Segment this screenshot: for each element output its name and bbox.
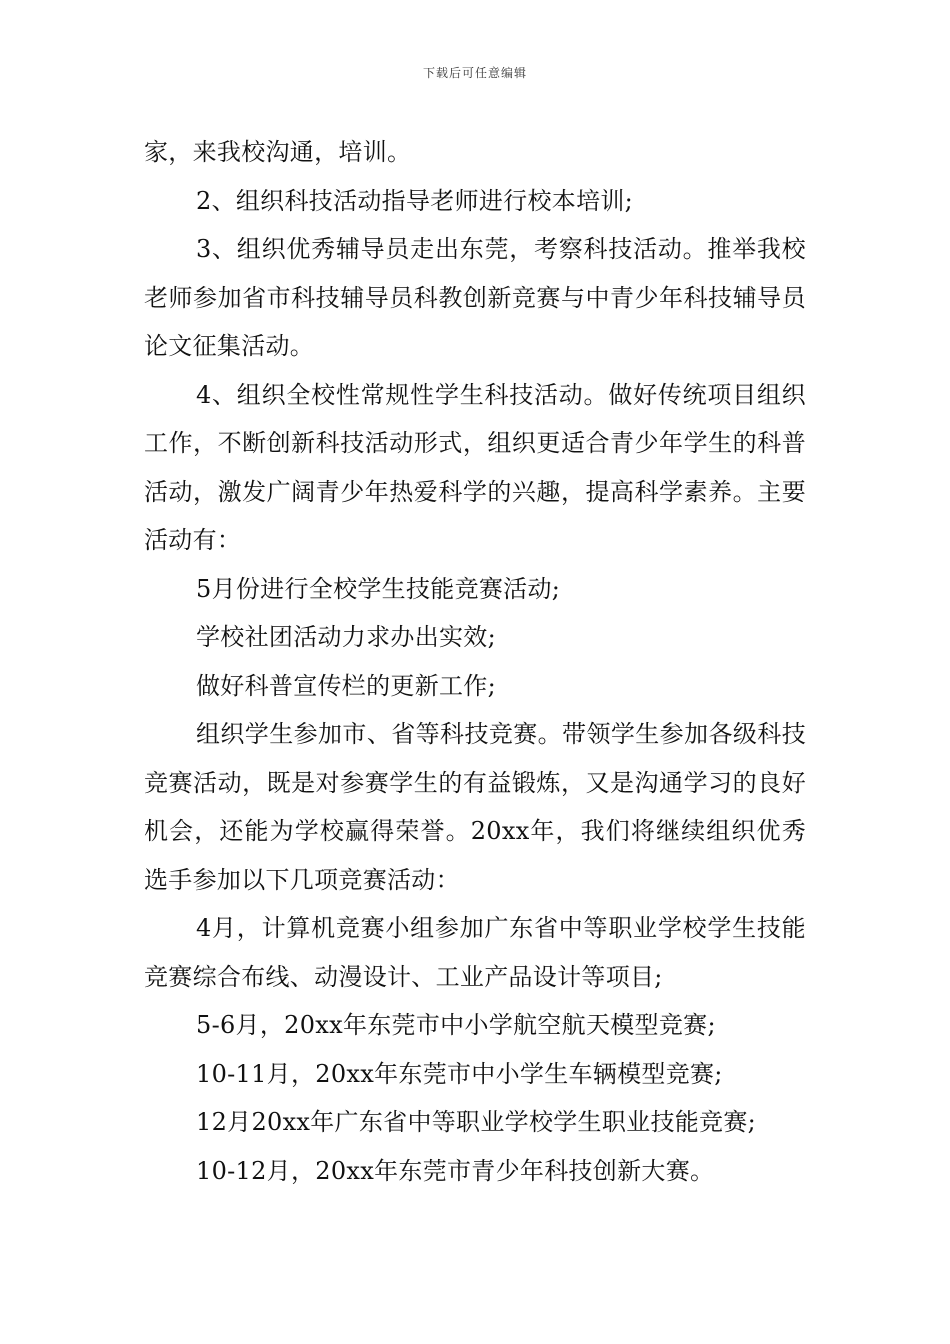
activity-skills-contest: 5月份进行全校学生技能竞赛活动; (196, 574, 561, 603)
competition-may-june: 5-6月，20xx年东莞市中小学航空航天模型竞赛; (196, 1011, 716, 1039)
competition-december: 12月20xx年广东省中等职业学校学生职业技能竞赛; (196, 1108, 757, 1136)
paragraph-continuation: 家，来我校沟通，培训。 (144, 138, 412, 166)
activity-bulletin-board: 做好科普宣传栏的更新工作; (196, 671, 496, 700)
competition-april: 4月，计算机竞赛小组参加广东省中等职业学校学生技能竞赛综合布线、动漫设计、工业产品设计等项目; (144, 914, 806, 991)
page-header-note: 下载后可任意编辑 (422, 66, 527, 80)
paragraph-item-4: 4、组织全校性常规性学生科技活动。做好传统项目组织工作，不断创新科技活动形式，组织更适合青少年学生的科普活动，激发广阔青少年热爱科学的兴趣，提高科学素养。主要活动有： (144, 380, 806, 554)
competition-oct-nov: 10-11月，20xx年东莞市中小学生车辆模型竞赛; (196, 1059, 723, 1088)
activity-clubs: 学校社团活动力求办出实效; (196, 623, 496, 651)
paragraph-item-3: 3、组织优秀辅导员走出东莞，考察科技活动。推举我校老师参加省市科技辅导员科教创新竞赛与中青少年科技辅导员论文征集活动。 (144, 235, 806, 360)
paragraph-competitions: 组织学生参加市、省等科技竞赛。带领学生参加各级科技竞赛活动，既是对参赛学生的有益锻炼，又是沟通学习的良好机会，还能为学校赢得荣誉。20xx年，我们将继续组织优秀选手参加以下几项竞赛活动： (144, 720, 806, 894)
paragraph-item-2: 2、组织科技活动指导老师进行校本培训; (196, 186, 634, 215)
document-body (144, 128, 806, 1195)
competition-oct-dec: 10-12月，20xx年东莞市青少年科技创新大赛。 (196, 1156, 715, 1185)
